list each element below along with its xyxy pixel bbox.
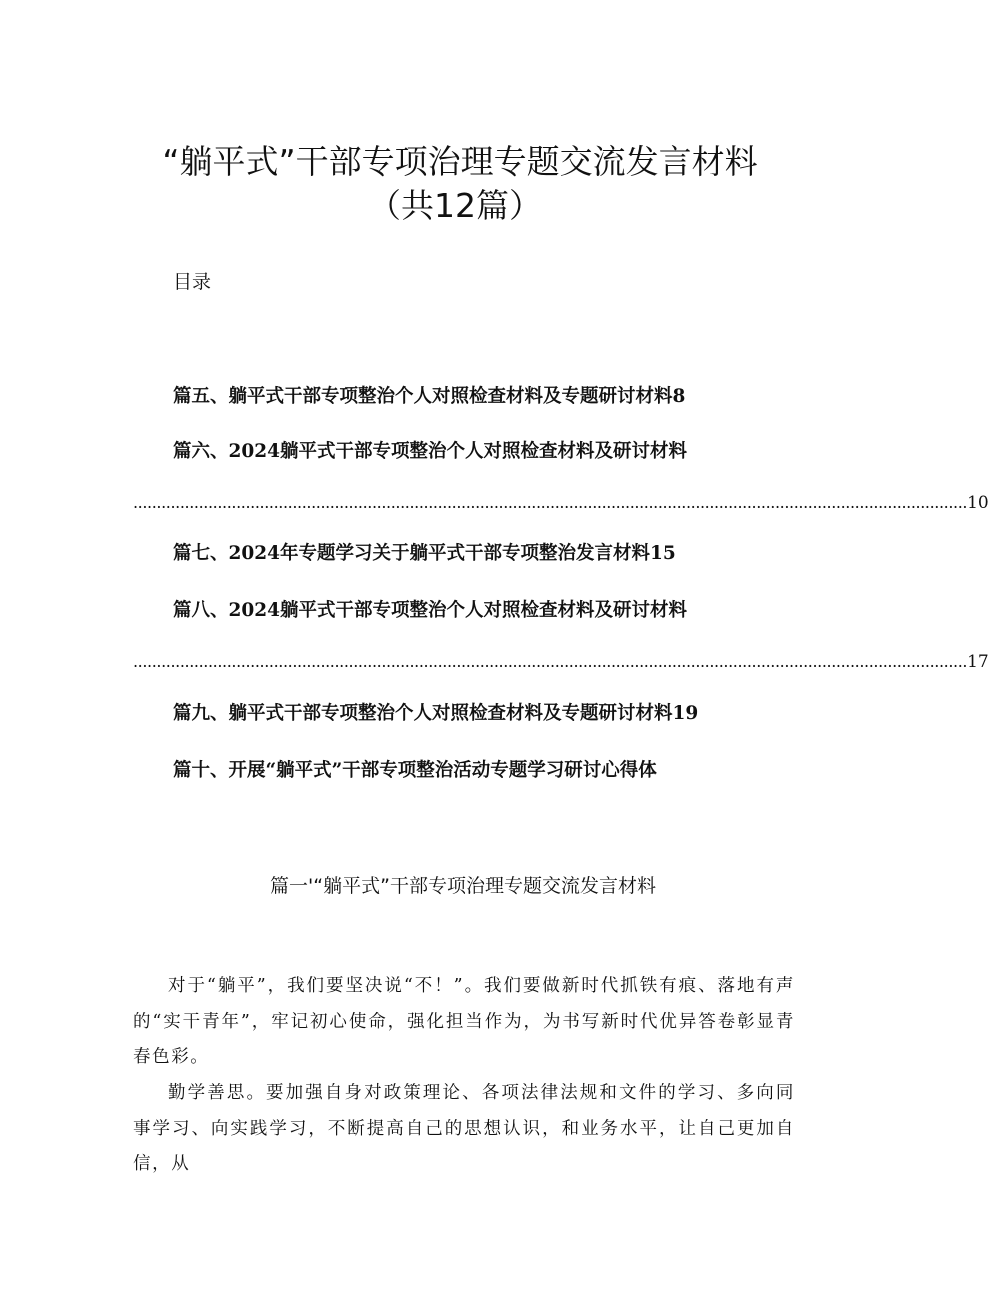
toc-entry-7[interactable]: 篇七、2024年专题学习关于躺平式干部专项整治发言材料15: [173, 543, 676, 564]
toc-entry-8[interactable]: 篇八、2024躺平式干部专项整治个人对照检查材料及研讨材料: [173, 600, 687, 621]
body-paragraph: 对于“躺平”，我们要坚决说“不！”。我们要做新时代抓铁有痕、落地有声的“实干青年”，牢记初心使命，强化担当作为，为书写新时代优异答卷彰显青春色彩。: [133, 976, 795, 1067]
toc-page-number: 10: [967, 493, 989, 513]
toc-entry-10[interactable]: 篇十、开展“躺平式”干部专项整治活动专题学习研讨心得体: [173, 760, 657, 781]
leader-dots: ..................................................................................................................................................................................: [133, 493, 968, 512]
section-heading: 篇一'“躺平式”干部专项治理专题交流发言材料: [270, 875, 656, 897]
body-paragraph: 勤学善思。要加强自身对政策理论、各项法律法规和文件的学习、多向同事学习、向实践学习，不断提高自己的思想认识，和业务水平，让自己更加自信，从: [133, 1083, 795, 1174]
document-title: “躺平式”干部专项治理专题交流发言材料: [162, 142, 758, 181]
leader-dots: ..................................................................................................................................................................................: [133, 652, 968, 671]
toc-entry-6[interactable]: 篇六、2024躺平式干部专项整治个人对照检查材料及研讨材料: [173, 441, 687, 462]
toc-entry-5[interactable]: 篇五、躺平式干部专项整治个人对照检查材料及专题研讨材料8: [173, 386, 686, 407]
toc-entry-9[interactable]: 篇九、躺平式干部专项整治个人对照检查材料及专题研讨材料19: [173, 703, 699, 724]
toc-leader-6: [133, 491, 989, 515]
toc-heading: 目录: [173, 271, 212, 293]
toc-page-number: 17: [967, 652, 989, 672]
toc-leader-8: [133, 650, 989, 674]
document-subtitle: （共12篇）: [368, 186, 542, 225]
